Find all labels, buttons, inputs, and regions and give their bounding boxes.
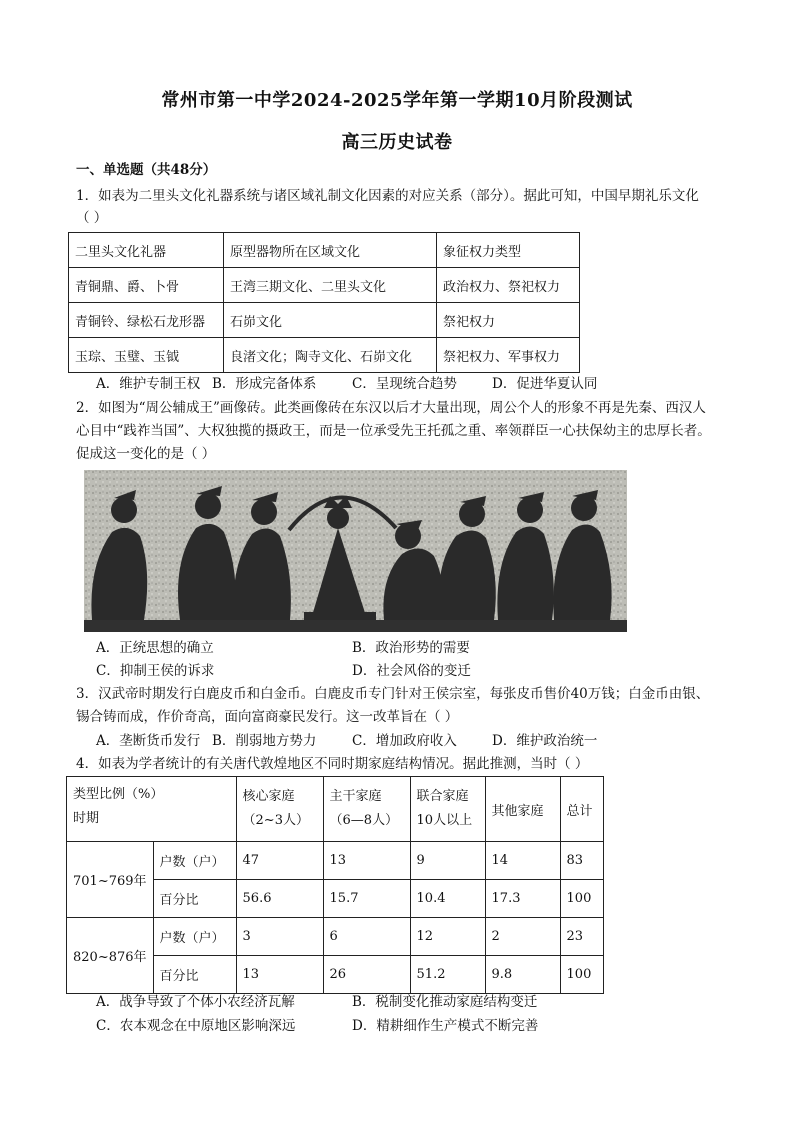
- table-header-row: [69, 233, 580, 268]
- table-row: [67, 918, 604, 956]
- table-header-cell: 象征权力类型: [437, 233, 580, 268]
- table-cell: 2: [485, 918, 560, 956]
- q2-stem-line2: 心目中“践祚当国”、大权独揽的摄政王，而是一位承受先王托孤之重、率领群臣一心扶保幼主的忠厚长者。: [76, 423, 711, 439]
- table-cell: 100: [560, 880, 603, 918]
- table-cell: 9.8: [485, 956, 560, 994]
- q1-stem-line2: （ ）: [76, 210, 108, 226]
- q3-option-d: D．维护政治统一: [492, 733, 598, 749]
- table-row: [67, 842, 604, 880]
- q1-option-c: C．呈现统合趋势: [352, 376, 457, 392]
- table-cell: 26: [323, 956, 410, 994]
- header-line: （2~3人）: [242, 813, 309, 828]
- header-line: 核心家庭: [242, 789, 295, 804]
- row-label: 户数（户）: [153, 918, 236, 956]
- table-cell: 83: [560, 842, 603, 880]
- table-header-cell: 总计: [560, 777, 603, 842]
- table-header-cell: 原型器物所在区域文化: [224, 233, 437, 268]
- table-cell: 10.4: [410, 880, 485, 918]
- table-cell: 6: [323, 918, 410, 956]
- q4-option-c: C．农本观念在中原地区影响深远: [96, 1018, 296, 1034]
- q1-stem-line1: 1．如表为二里头文化礼器系统与诸区域礼制文化因素的对应关系（部分）。据此可知，中国早期礼乐文化: [76, 188, 699, 204]
- q4-option-a: A．战争导致了个体小农经济瓦解: [96, 994, 295, 1010]
- table-cell: 青铜鼎、爵、卜骨: [69, 268, 224, 303]
- table-header-cell: [236, 777, 323, 842]
- table-cell: 政治权力、祭祀权力: [437, 268, 580, 303]
- table-cell: 石峁文化: [224, 303, 437, 338]
- table-cell: 王湾三期文化、二里头文化: [224, 268, 437, 303]
- q1-table: [68, 232, 580, 373]
- q3-option-c: C．增加政府收入: [352, 733, 457, 749]
- header-line: 主干家庭: [329, 789, 382, 804]
- period-label: 701~769年: [67, 842, 154, 918]
- table-cell: 47: [236, 842, 323, 880]
- table-header-cell: 二里头文化礼器: [69, 233, 224, 268]
- table-cell: 13: [236, 956, 323, 994]
- q1-option-b: B．形成完备体系: [212, 376, 317, 392]
- table-cell: 17.3: [485, 880, 560, 918]
- q3-option-a: A．垄断货币发行: [96, 733, 201, 749]
- q2-stem-line3: 促成这一变化的是（ ）: [76, 446, 216, 462]
- row-label: 百分比: [153, 880, 236, 918]
- table-header-cell: [410, 777, 485, 842]
- section-heading: 一、单选题（共48分）: [76, 162, 217, 178]
- period-label: 820~876年: [67, 918, 154, 994]
- table-cell: 9: [410, 842, 485, 880]
- table-cell: 15.7: [323, 880, 410, 918]
- header-line: 10人以上: [416, 813, 473, 828]
- exam-subtitle: 高三历史试卷: [341, 132, 453, 153]
- header-line: 联合家庭: [416, 789, 469, 804]
- table-cell: 青铜铃、绿松石龙形器: [69, 303, 224, 338]
- q3-stem-line2: 锡合铸而成，作价奇高，面向富商豪民发行。这一改革旨在（ ）: [76, 709, 459, 725]
- q2-option-d: D．社会风俗的变迁: [352, 663, 471, 679]
- table-corner-cell: [67, 777, 237, 842]
- q2-option-c: C．抑制王侯的诉求: [96, 663, 215, 679]
- table-cell: 23: [560, 918, 603, 956]
- q4-option-d: D．精耕细作生产模式不断完善: [352, 1018, 539, 1034]
- q1-option-d: D．促进华夏认同: [492, 376, 598, 392]
- table-row: [69, 268, 580, 303]
- q3-option-b: B．削弱地方势力: [212, 733, 317, 749]
- q2-option-b: B．政治形势的需要: [352, 640, 470, 656]
- q4-stem-line1: 4．如表为学者统计的有关唐代敦煌地区不同时期家庭结构情况。据此推测，当时（ ）: [76, 756, 589, 772]
- q4-table: [66, 776, 604, 994]
- table-cell: 13: [323, 842, 410, 880]
- exam-title: 常州市第一中学2024-2025学年第一学期10月阶段测试: [161, 90, 633, 111]
- corner-top-label: 类型比例（%）: [73, 787, 164, 802]
- table-header-row: [67, 777, 604, 842]
- table-header-cell: [323, 777, 410, 842]
- table-cell: 12: [410, 918, 485, 956]
- header-line: （6—8人）: [329, 813, 399, 828]
- table-cell: 51.2: [410, 956, 485, 994]
- table-cell: 56.6: [236, 880, 323, 918]
- q4-option-b: B．税制变化推动家庭结构变迁: [352, 994, 538, 1010]
- table-cell: 100: [560, 956, 603, 994]
- table-cell: 3: [236, 918, 323, 956]
- table-cell: 良渚文化；陶寺文化、石峁文化: [224, 338, 437, 373]
- table-row: [69, 338, 580, 373]
- row-label: 户数（户）: [153, 842, 236, 880]
- q3-stem-line1: 3．汉武帝时期发行白鹿皮币和白金币。白鹿皮币专门针对王侯宗室，每张皮币售价40万钱；白金币由银、: [76, 686, 710, 702]
- corner-bottom-label: 时期: [73, 811, 100, 826]
- q1-option-a: A．维护专制王权: [96, 376, 201, 392]
- q2-stem-line1: 2．如图为“周公辅成王”画像砖。此类画像砖在东汉以后才大量出现，周公个人的形象不再是先秦、西汉人: [76, 400, 706, 416]
- table-cell: 祭祀权力、军事权力: [437, 338, 580, 373]
- table-header-cell: 其他家庭: [485, 777, 560, 842]
- table-cell: 祭祀权力: [437, 303, 580, 338]
- stone-relief-image: [84, 470, 627, 632]
- table-cell: 玉琮、玉璧、玉钺: [69, 338, 224, 373]
- q2-option-a: A．正统思想的确立: [96, 640, 214, 656]
- table-cell: 14: [485, 842, 560, 880]
- row-label: 百分比: [153, 956, 236, 994]
- table-row: [69, 303, 580, 338]
